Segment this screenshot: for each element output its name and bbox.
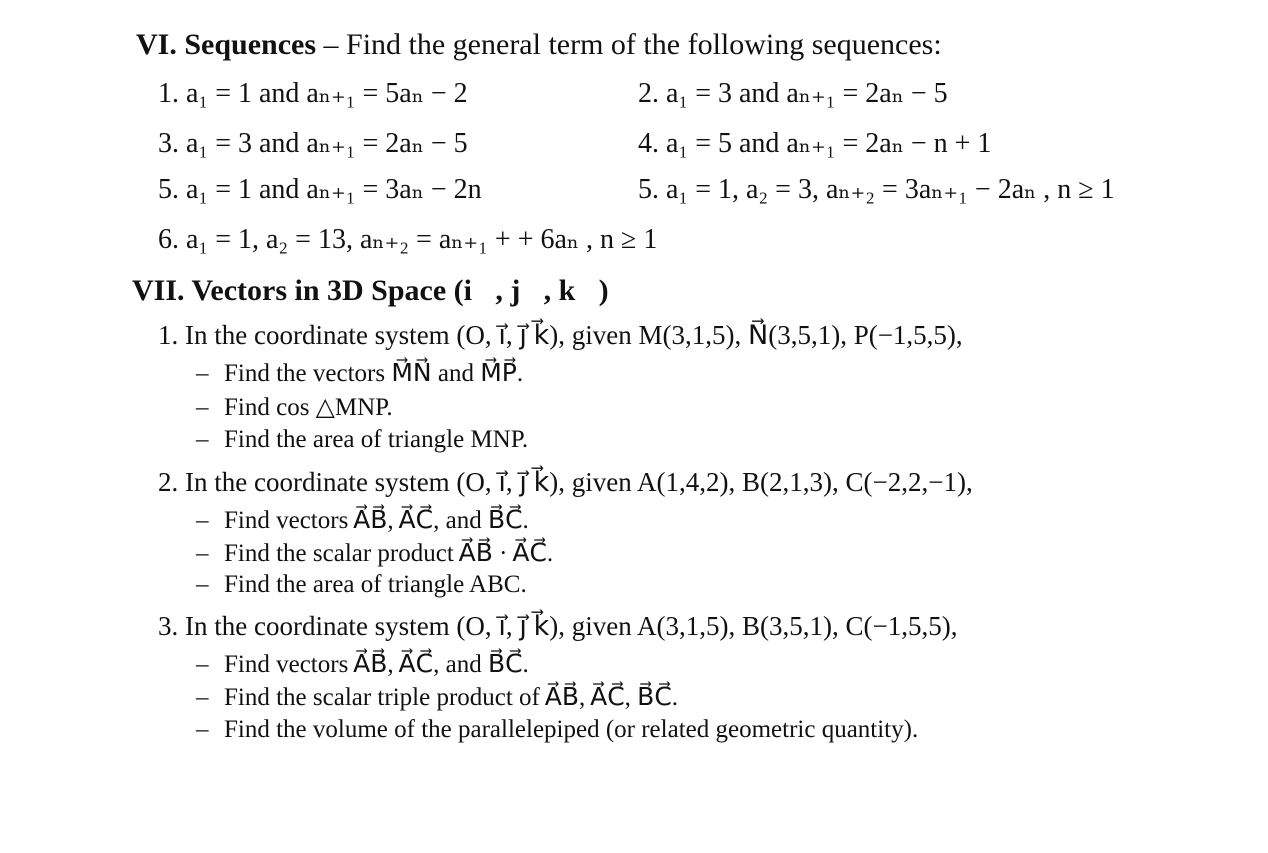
section-vi-title-rest: – Find the general term of the following sequences: <box>316 28 942 61</box>
dash-bullet: – <box>196 716 209 743</box>
dash-bullet: – <box>196 651 209 678</box>
vector-problem-title: 3. In the coordinate system (O, i⃗, j⃗ k⃗), given A(3,1,5), B(3,5,1), C(−1,5,5), <box>158 611 958 641</box>
sequence-problem: 2. a₁ = 3 and aₙ₊₁ = 2aₙ − 5 <box>638 78 948 109</box>
sequence-problem: 6. a₁ = 1, a₂ = 13, aₙ₊₂ = aₙ₊₁ + + 6aₙ , n ≥ 1 <box>158 224 658 255</box>
sequence-row <box>158 172 1208 212</box>
vector-subtask-text: Find the area of triangle MNP. <box>224 426 529 453</box>
dash-bullet: – <box>196 571 209 598</box>
section-vii-title: VII. Vectors in 3D Space (i⃗, j⃗, k⃗) <box>132 274 609 307</box>
dash-bullet: – <box>196 426 209 453</box>
sequence-problem: 5. a₁ = 1, a₂ = 3, aₙ₊₂ = 3aₙ₊₁ − 2aₙ , n ≥ 1 <box>638 174 1115 205</box>
vector-subtask <box>196 538 553 568</box>
dash-bullet: – <box>196 507 209 534</box>
vector-subtask-text: Find vectors A⃗B⃗, A⃗C⃗, and B⃗C⃗. <box>224 507 529 534</box>
vector-subtask-text: Find the vectors M⃗N⃗ and M⃗P⃗. <box>224 360 524 387</box>
sequence-problem: 3. a₁ = 3 and aₙ₊₁ = 2aₙ − 5 <box>158 128 468 159</box>
vector-subtask <box>196 682 678 712</box>
vector-problem-title: 1. In the coordinate system (O, i⃗, j⃗ k⃗), given M(3,1,5), N⃗(3,5,1), P(−1,5,5), <box>158 320 963 350</box>
vector-subtask <box>196 649 529 679</box>
vector-subtask <box>196 716 918 744</box>
sequence-problem: 4. a₁ = 5 and aₙ₊₁ = 2aₙ − n + 1 <box>638 128 992 159</box>
vector-subtask-text: Find the area of triangle ABC. <box>224 571 527 598</box>
sequence-row <box>158 222 1208 262</box>
vector-subtask-text: Find the scalar product A⃗B⃗ · A⃗C⃗. <box>224 540 554 567</box>
vector-subtask-text: Find cos △MNP. <box>224 394 393 421</box>
dash-bullet: – <box>196 684 209 711</box>
vector-subtask <box>196 426 528 454</box>
vector-subtask-text: Find the volume of the parallelepiped (or related geometric quantity). <box>224 716 919 743</box>
dash-bullet: – <box>196 394 209 421</box>
sequence-problem: 1. a₁ = 1 and aₙ₊₁ = 5aₙ − 2 <box>158 78 468 109</box>
vector-subtask <box>196 571 527 599</box>
section-vii-heading <box>132 274 609 308</box>
section-vi-title-bold: VI. Sequences <box>136 28 317 61</box>
vector-subtask <box>196 392 393 422</box>
vector-subtask-text: Find vectors A⃗B⃗, A⃗C⃗, and B⃗C⃗. <box>224 651 529 678</box>
section-vi-heading <box>136 28 942 62</box>
dash-bullet: – <box>196 540 209 567</box>
dash-bullet: – <box>196 360 209 387</box>
sequence-row <box>158 76 1208 116</box>
vector-subtask-text: Find the scalar triple product of A⃗B⃗, A⃗C⃗, B⃗C⃗. <box>224 684 679 711</box>
vector-problem-title: 2. In the coordinate system (O, i⃗, j⃗ k⃗), given A(1,4,2), B(2,1,3), C(−2,2,−1), <box>158 467 973 497</box>
vector-subtask <box>196 505 529 535</box>
sequence-problem: 5. a₁ = 1 and aₙ₊₁ = 3aₙ − 2n <box>158 174 482 205</box>
sequence-row <box>158 126 1208 166</box>
vector-subtask <box>196 358 523 388</box>
